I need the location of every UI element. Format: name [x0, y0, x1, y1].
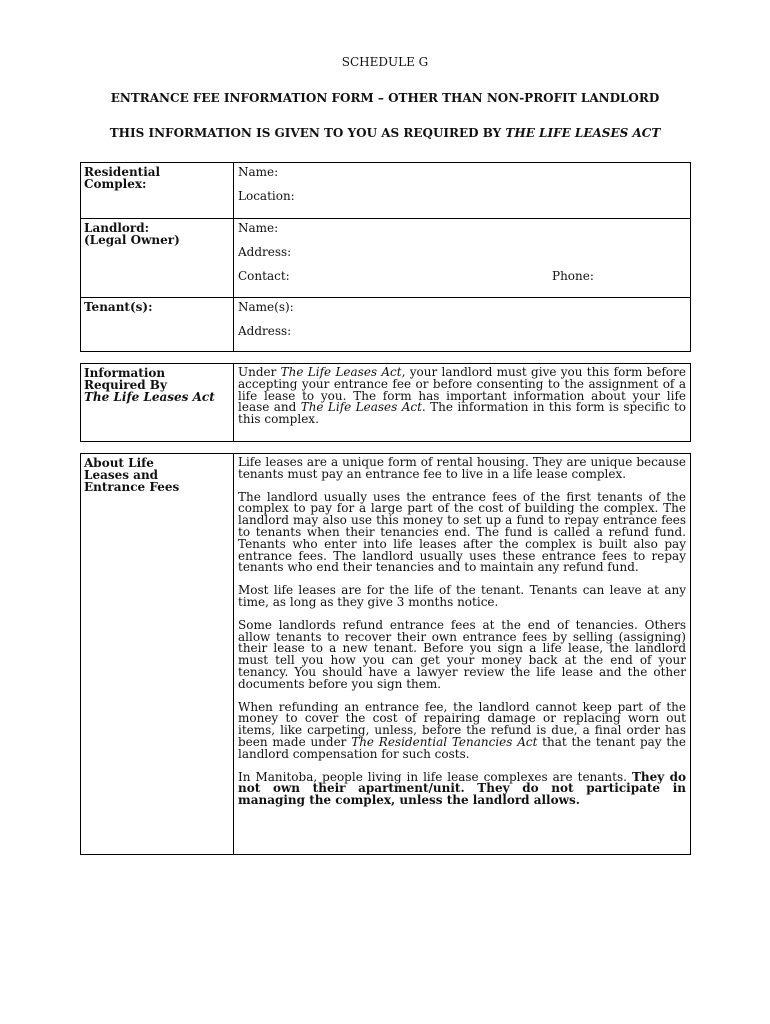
about-table: [80, 453, 691, 855]
tenant-fields: [234, 298, 691, 352]
information-row: [81, 364, 691, 442]
residential-complex-label-line-2: Complex:: [84, 177, 147, 191]
information-text-1: Under: [238, 365, 281, 379]
tenant-row: [81, 298, 691, 352]
residential-complex-fields: [234, 163, 691, 219]
about-paragraph-4: Some landlords refund entrance fees at the end of tenancies. Others allow tenants to recover their own entrance fees by selling (assigning) their lease to a new tenant. Before you sign a life lease, the landlord must tell you how you can get your money back at the end of your tenancy. You should have a lawyer review the life lease and the other documents before you sign them.: [238, 617, 686, 691]
about-row: [81, 454, 691, 855]
landlord-row: [81, 219, 691, 298]
information-label: [81, 364, 234, 442]
complex-location-field[interactable]: Location:: [238, 189, 295, 203]
act-notice-prefix: THIS INFORMATION IS GIVEN TO YOU AS REQUIRED BY: [109, 126, 506, 140]
about-paragraph-6-text: In Manitoba, people living in life lease complexes are tenants.: [238, 769, 632, 784]
about-paragraph-5: [238, 699, 686, 761]
about-label: [81, 454, 234, 855]
information-table: [80, 363, 691, 442]
landlord-label-line-1: Landlord:: [84, 221, 150, 235]
information-label-line-2: Required By: [84, 378, 167, 392]
about-paragraph-3: Most life leases are for the life of the tenant. Tenants can leave at any time, as long as they give 3 months notice.: [238, 583, 686, 609]
about-paragraph-1: Life leases are a unique form of rental housing. They are unique because tenants must pay an entrance fee to live in a life lease complex.: [238, 455, 686, 481]
about-label-line-2: Leases and: [84, 468, 159, 482]
information-text-2: , your landlord must give you this form before accepting your entrance fee or before consenting to the assignment of a life lease to you. The form has important information about your life lease and: [238, 365, 686, 415]
landlord-fields: [234, 219, 691, 298]
form-title: ENTRANCE FEE INFORMATION FORM – OTHER THAN NON-PROFIT LANDLORD: [110, 91, 660, 105]
landlord-address-field[interactable]: Address:: [238, 245, 292, 259]
information-act-name-2: The Life Leases Act: [300, 400, 422, 415]
information-act-name-1: The Life Leases Act: [280, 365, 402, 379]
residential-complex-label: [81, 163, 234, 219]
information-text-3: . The information in this form is specific to this complex.: [238, 400, 686, 427]
about-text-cell: [234, 454, 691, 855]
tenant-label: [81, 298, 234, 352]
landlord-contact-line: [238, 270, 686, 294]
information-label-line-3: The Life Leases Act: [84, 390, 215, 404]
tenant-label-line: Tenant(s):: [84, 300, 153, 314]
about-paragraph-2: The landlord usually uses the entrance fees of the first tenants of the complex to pay for a large part of the cost of building the complex. The landlord may also use this money to set up a fund to repay entrance fees to tenants when their tenancies end. The fund is called a refund fund. Tenants who enter into life leases after the complex is built also pay entrance fees. The landlord usually uses these entrance fees to repay tenants who end their tenancies and to maintain any refund fund.: [238, 489, 686, 575]
about-paragraph-5-text-1: When refunding an entrance fee, the landlord cannot keep part of the money to cover the cost of repairing damage or replacing worn out items, like carpeting, unless, before the refund is due, a final order has been made under: [238, 699, 686, 749]
landlord-label-line-2: (Legal Owner): [84, 233, 180, 247]
about-paragraph-6-bold-text: They do not own their apartment/unit. They do not participate in managing the complex, unless the landlord allows.: [238, 769, 686, 808]
about-label-line-1: About Life: [84, 456, 154, 470]
tenant-address-field[interactable]: Address:: [238, 324, 292, 338]
parties-table: [80, 162, 691, 352]
landlord-phone-field[interactable]: Phone:: [552, 269, 594, 283]
information-label-line-1: Information: [84, 366, 166, 380]
about-paragraph-5-act-name: The Residential Tenancies Act: [351, 734, 538, 749]
landlord-contact-field[interactable]: Contact:: [238, 269, 290, 283]
about-label-line-3: Entrance Fees: [84, 480, 180, 494]
tenant-names-field[interactable]: Name(s):: [238, 300, 294, 314]
residential-complex-row: [81, 163, 691, 219]
information-text-cell: [234, 364, 691, 442]
about-paragraph-6: [238, 769, 686, 808]
act-notice-act: THE LIFE LEASES ACT: [505, 126, 661, 140]
about-paragraph-5-text-2: that the tenant pay the landlord compensation for such costs.: [238, 734, 686, 761]
residential-complex-label-line-1: Residential: [84, 165, 161, 179]
landlord-label: [81, 219, 234, 298]
schedule-heading: SCHEDULE G: [341, 55, 429, 69]
information-paragraph: [238, 367, 686, 426]
complex-name-field[interactable]: Name:: [238, 165, 279, 179]
landlord-name-field[interactable]: Name:: [238, 221, 279, 235]
act-notice: [0, 126, 770, 140]
